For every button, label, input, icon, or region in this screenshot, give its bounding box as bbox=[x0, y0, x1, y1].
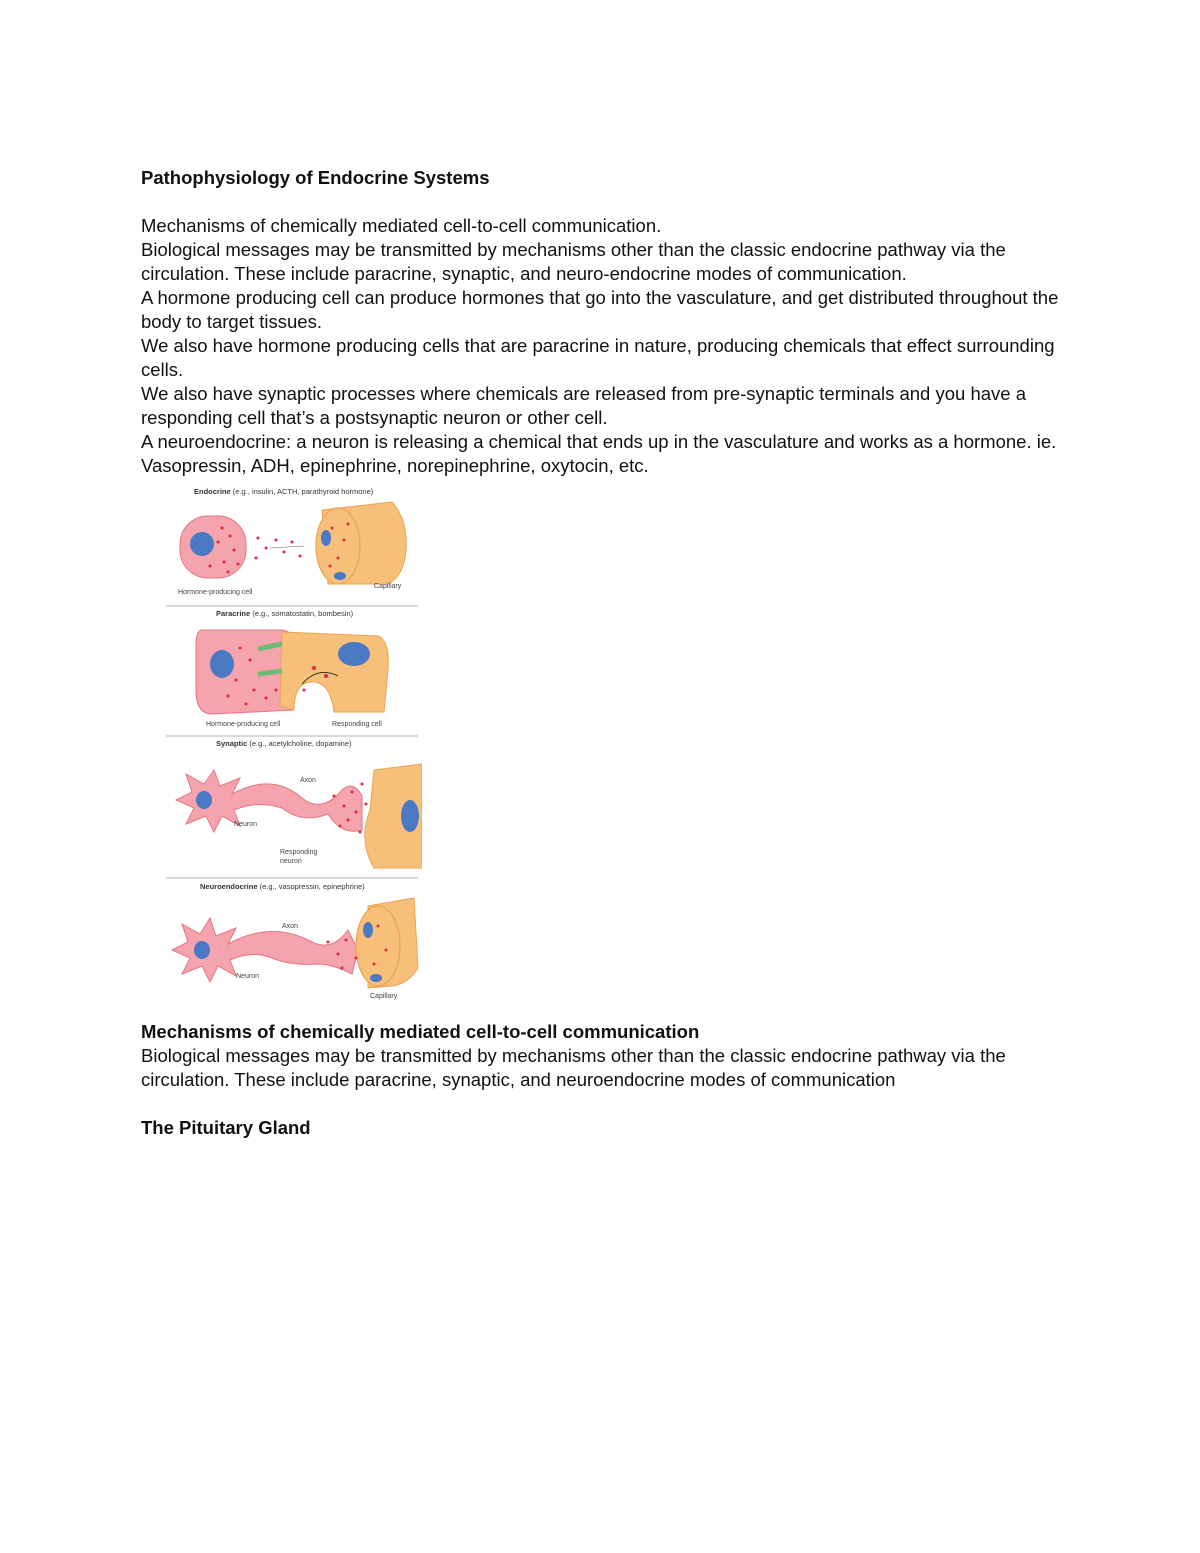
paragraph: Biological messages may be transmitted by mechanisms other than the classic endocrine pathway via the circulation. These include paracrine, synaptic, and neuroendocrine modes of communication bbox=[141, 1045, 1006, 1090]
section-heading: Mechanisms of chemically mediated cell-to-cell communication bbox=[141, 1021, 700, 1042]
panel-title: Endocrine bbox=[194, 487, 231, 496]
panel-example: (e.g., vasopressin, epinephrine) bbox=[259, 882, 365, 891]
label: Hormone-producing cell bbox=[178, 589, 253, 596]
panel-title: Paracrine bbox=[216, 609, 251, 618]
panel-endocrine bbox=[166, 487, 418, 606]
paragraph: We also have synaptic processes where chemicals are released from pre-synaptic terminals and you have a responding cell that’s a postsynaptic neuron or other cell. bbox=[141, 383, 1027, 428]
section-1 bbox=[141, 166, 1061, 478]
section-heading: The Pituitary Gland bbox=[141, 1117, 311, 1138]
paragraph: A neuroendocrine: a neuron is releasing a chemical that ends up in the vasculature and works as a hormone. ie. Vasopressin, ADH, epinephrine, norepinephrine, oxytocin, etc. bbox=[141, 431, 1057, 476]
page-title: Pathophysiology of Endocrine Systems bbox=[141, 167, 490, 188]
label: Axon bbox=[300, 777, 316, 784]
panel-example: (e.g., insulin, ACTH, parathyroid hormone) bbox=[232, 487, 374, 496]
svg-text:Endocrine (e.g., insulin, ACTH bbox=[194, 487, 374, 496]
label: neuron bbox=[280, 858, 302, 865]
section-2 bbox=[141, 1020, 1061, 1092]
label: Neuron bbox=[234, 821, 257, 828]
label: Responding bbox=[280, 849, 318, 856]
figure-svg bbox=[162, 480, 422, 1012]
communication-figure bbox=[162, 480, 422, 1012]
responding-cell bbox=[280, 632, 388, 712]
paragraph: A hormone producing cell can produce hormones that go into the vasculature, and get distributed throughout the body to target tissues. bbox=[141, 287, 1059, 332]
svg-text:Paracrine (e.g., somatostatin, bbox=[216, 609, 354, 618]
paragraph: We also have hormone producing cells that are paracrine in nature, producing chemicals that effect surrounding cells. bbox=[141, 335, 1055, 380]
panel-neuroendocrine bbox=[172, 882, 418, 1000]
label: Capillary bbox=[374, 583, 402, 590]
label: Hormone-producing cell bbox=[206, 721, 281, 728]
panel-title: Neuroendocrine bbox=[200, 882, 258, 891]
label: Axon bbox=[282, 923, 298, 930]
panel-title: Synaptic bbox=[216, 739, 248, 748]
panel-example: (e.g., acetylcholine, dopamine) bbox=[249, 739, 352, 748]
section-3 bbox=[141, 1116, 1061, 1140]
svg-text:Neuroendocrine (e.g., vasopres bbox=[200, 882, 365, 891]
paragraph: Biological messages may be transmitted by mechanisms other than the classic endocrine pathway via the circulation. These include paracrine, synaptic, and neuro-endocrine modes of communication. bbox=[141, 239, 1006, 284]
svg-text:Synaptic (e.g., acetylcholine, bbox=[216, 739, 352, 748]
paragraph: Mechanisms of chemically mediated cell-to-cell communication. bbox=[141, 215, 662, 236]
label: Capillary bbox=[370, 993, 398, 1000]
panel-example: (e.g., somatostatin, bombesin) bbox=[252, 609, 354, 618]
panel-synaptic bbox=[166, 739, 422, 878]
label: Neuron bbox=[236, 973, 259, 980]
label: Responding cell bbox=[332, 721, 382, 728]
panel-paracrine bbox=[166, 609, 418, 736]
nucleus bbox=[190, 532, 214, 556]
